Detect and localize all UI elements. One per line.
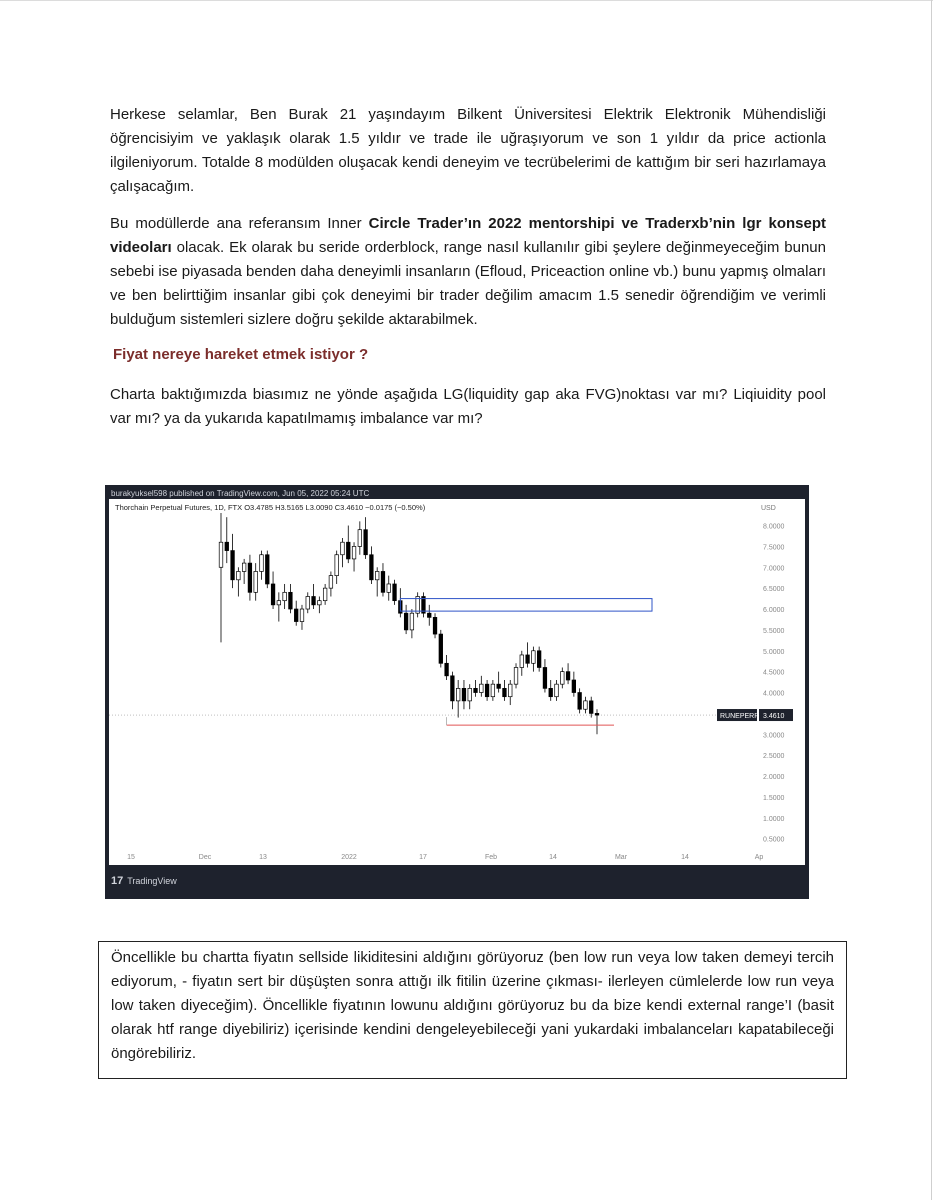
y-tick-label: 7.0000 — [763, 565, 785, 573]
x-tick-label: 15 — [127, 854, 135, 861]
intro-paragraph-block — [110, 103, 826, 199]
candle-body — [219, 542, 223, 567]
candle-body — [300, 609, 304, 622]
candle-body — [532, 651, 536, 664]
candle-body — [566, 672, 570, 680]
candle-body — [375, 571, 379, 579]
y-tick-label: 2.5000 — [763, 753, 785, 761]
candle-body — [555, 684, 559, 697]
candle-body — [514, 667, 518, 684]
candle-body — [370, 555, 374, 580]
candle-body — [225, 542, 229, 550]
candle-body — [410, 613, 414, 630]
y-tick-label: 7.5000 — [763, 544, 785, 552]
candle-body — [231, 551, 235, 580]
intro-paragraph: Herkese selamlar, Ben Burak 21 yaşındayım Bilkent Üniversitesi Elektrik Elektronik Mühendisliği öğrencisiyim ve yaklaşık olarak 1.5 yıldır ve trade ile uğraşıyorum ve son 1 yıldır da price actionla ilgileniyorum. Totalde 8 modülden oluşacak kendi deneyim ve tecrübelerimi de kattığım bir seri hazırlamaya çalışacağım. — [110, 106, 826, 195]
price-tag-symbol: RUNEPERP — [720, 713, 759, 721]
explanation-box — [98, 941, 847, 1079]
x-tick-label: Feb — [484, 854, 498, 861]
candle-body — [508, 684, 512, 697]
candle-body — [312, 597, 316, 605]
chart-published-line: burakyuksel598 published on TradingView.com, Jun 05, 2022 05:24 UTC — [111, 489, 370, 498]
reference-bold-text: Circle Trader’ın 2022 mentorshipi ve Traderxb’nin lgr konsept videoları — [110, 215, 826, 256]
tradingview-footer — [111, 869, 177, 893]
candle-body — [387, 584, 391, 592]
candle-body — [451, 676, 455, 701]
reference-paragraph-block — [110, 212, 826, 332]
y-tick-label: 5.5000 — [763, 627, 785, 635]
candle-body — [364, 530, 368, 555]
section-heading: Fiyat nereye hareket etmek istiyor ? — [113, 346, 369, 363]
tradingview-logo-icon: 17 — [111, 875, 124, 887]
candle-body — [595, 713, 599, 715]
candle-body — [277, 601, 281, 605]
y-tick-label: 5.0000 — [763, 648, 785, 656]
candle-body — [549, 688, 553, 696]
candle-body — [283, 592, 287, 600]
x-tick-label: 14 — [549, 854, 557, 861]
candle-body — [526, 655, 530, 663]
candle-body — [248, 563, 252, 592]
candle-body — [404, 613, 408, 630]
imbalance-zone-box — [400, 599, 652, 612]
y-tick-label: 4.0000 — [763, 690, 785, 698]
x-tick-label: 14 — [681, 854, 689, 861]
candle-body — [306, 597, 310, 610]
y-tick-label: 8.0000 — [763, 523, 785, 531]
candle-body — [584, 701, 588, 709]
y-tick-label: 1.0000 — [763, 815, 785, 823]
x-tick-label: 17 — [419, 854, 427, 861]
candle-body — [445, 663, 449, 676]
candlestick-chart — [109, 499, 805, 865]
candle-body — [294, 609, 298, 622]
candle-body — [323, 588, 327, 601]
candle-body — [335, 555, 339, 576]
candle-body — [271, 584, 275, 605]
candle-body — [260, 555, 264, 572]
explanation-text: Öncellikle bu chartta fiyatın sellside likiditesini aldığını görüyoruz (ben low run veya low taken demeyi tercih ediyorum, - fiyatın sert bir düşüşten sonra attığı ilk fitilin üzerine çıkması- ilerleyen cümlelerde low run veya low taken diyeceğim). Öncellikle fiyatının lowunu aldığını görüyoruz bu da bize kendi external range’I (basit olarak htf range diyebiliriz) içerisinde kendini dengeleyebileceği yani yukardaki imbalanceları kapatabileceği öngörebiliriz. — [111, 949, 834, 1062]
x-tick-label: Dec — [198, 854, 212, 861]
y-tick-label: 0.5000 — [763, 836, 785, 844]
candle-body — [572, 680, 576, 693]
candle-body — [543, 667, 547, 688]
currency-label: USD — [761, 505, 776, 512]
y-tick-label: 6.5000 — [763, 586, 785, 594]
candle-body — [497, 684, 501, 688]
candle-body — [480, 684, 484, 692]
candle-body — [318, 601, 322, 605]
question-paragraph-block — [110, 383, 826, 431]
candle-body — [427, 613, 431, 617]
page-top-rule — [0, 0, 933, 1]
candle-body — [341, 542, 345, 555]
candle-body — [474, 688, 478, 692]
chart-canvas — [109, 499, 805, 865]
reference-paragraph — [110, 212, 826, 332]
candle-body — [462, 688, 466, 701]
candle-body — [491, 684, 495, 697]
candle-body — [439, 634, 443, 663]
candle-body — [352, 546, 356, 559]
candle-body — [560, 672, 564, 685]
candle-body — [381, 571, 385, 592]
y-tick-label: 2.0000 — [763, 774, 785, 782]
x-tick-label: Mar — [614, 854, 628, 861]
y-tick-label: 1.5000 — [763, 794, 785, 802]
candle-body — [578, 693, 582, 710]
candle-body — [393, 584, 397, 601]
candle-body — [537, 651, 541, 668]
candle-body — [254, 571, 258, 592]
candle-body — [289, 592, 293, 609]
price-tag-value: 3.4610 — [763, 713, 785, 721]
x-tick-label: 13 — [259, 854, 267, 861]
reference-text-2: olacak. Ek olarak bu seride orderblock, range nasıl kullanılır gibi şeylere değinmeyeceğim bunun sebebi ise piyasada benden daha deneyimli insanların (Efloud, Priceaction online vb.) bunu yapmış olmaları ve ben belirttiğim insanlar gibi çok deneyimi bir trader değilim amacım 1.5 senedir öğrendiğim ve verimli bulduğum sistemleri sizlere doğru şekilde aktarabilmek. — [110, 239, 826, 328]
chart-symbol-line: Thorchain Perpetual Futures, 1D, FTX O3.4785 H3.5165 L3.0090 C3.4610 −0.0175 (−0.50%) — [115, 503, 426, 512]
tradingview-brand: TradingView — [127, 876, 177, 886]
y-tick-label: 3.0000 — [763, 732, 785, 740]
x-tick-label: Ap — [754, 854, 764, 861]
candle-body — [520, 655, 524, 668]
candle-body — [346, 542, 350, 559]
y-tick-label: 6.0000 — [763, 607, 785, 615]
candle-body — [503, 688, 507, 696]
candle-body — [468, 688, 472, 701]
candle-body — [456, 688, 460, 701]
price-axis-bg — [749, 499, 805, 865]
candle-body — [433, 617, 437, 634]
question-paragraph: Charta baktığımızda biasımız ne yönde aşağıda LG(liquidity gap aka FVG)noktası var mı? Liqiuidity pool var mı? ya da yukarıda kapatılmamış imbalance var mı? — [110, 386, 826, 427]
candle-body — [329, 576, 333, 589]
candle-body — [358, 530, 362, 547]
x-tick-label: 2022 — [341, 854, 357, 861]
candle-body — [242, 563, 246, 571]
candle-body — [265, 555, 269, 584]
candle-body — [237, 571, 241, 579]
y-tick-label: 4.5000 — [763, 669, 785, 677]
tradingview-chart — [105, 485, 809, 899]
reference-text-1: Bu modüllerde ana referansım Inner — [110, 215, 369, 232]
candle-body — [589, 701, 593, 714]
candle-body — [485, 684, 489, 697]
